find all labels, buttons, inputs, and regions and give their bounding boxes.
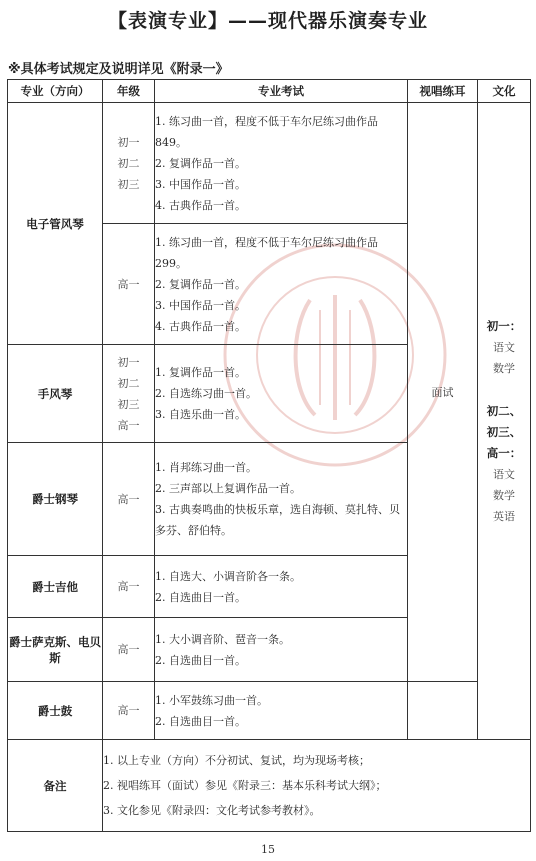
major-cell: 爵士鼓 [8, 682, 103, 740]
list-item: 3. 自选乐曲一首。 [155, 408, 246, 421]
list-item: 2. 三声部以上复调作品一首。 [155, 482, 301, 495]
requirement-cell [155, 345, 408, 443]
list-item: 4. 古典作品一首。 [155, 198, 246, 212]
major-cell: 手风琴 [8, 345, 103, 443]
table-header-row [8, 80, 531, 103]
grade-cell: 高一 [103, 682, 155, 740]
listening-cell: 面试 [408, 103, 478, 682]
list-item: 3. 中国作品一首。 [155, 298, 246, 312]
list-item: 1. 肖邦练习曲一首。 [155, 461, 257, 474]
list-item: 3. 中国作品一首。 [155, 177, 246, 191]
grade-cell: 初一 初二 初三 高一 [103, 345, 155, 443]
table-row [8, 103, 531, 224]
appendix-note: ※具体考试规定及说明详见《附录一》 [8, 62, 229, 77]
culture-cell: 初一： 语文 数学 初二、 初三、 高一： 语文 数学 英语 [478, 103, 531, 740]
major-cell: 爵士吉他 [8, 556, 103, 618]
list-item: 1. 大小调音阶、琶音一条。 [155, 632, 290, 646]
header-culture: 文化 [478, 80, 531, 103]
list-item: 1. 以上专业（方向）不分初试、复试，均为现场考核； [103, 754, 370, 767]
major-cell: 电子管风琴 [8, 103, 103, 345]
header-major: 专业（方向） [8, 80, 103, 103]
list-item: 2. 复调作品一首。 [155, 156, 246, 170]
requirement-cell [155, 443, 408, 556]
list-item: 1. 自选大、小调音阶各一条。 [155, 569, 301, 583]
requirement-cell [155, 682, 408, 740]
header-listening: 视唱练耳 [408, 80, 478, 103]
header-exam: 专业考试 [155, 80, 408, 103]
list-item: 3. 古典奏鸣曲的快板乐章，选自海顿、莫扎特、贝多芬、舒伯特。 [155, 503, 400, 537]
list-item: 2. 自选曲目一首。 [155, 714, 246, 728]
list-item: 1. 练习曲一首，程度不低于车尔尼练习曲作品 849。 [155, 114, 378, 149]
list-item: 2. 复调作品一首。 [155, 277, 246, 291]
page-number: 15 [261, 843, 275, 856]
grade-cell: 高一 [103, 224, 155, 345]
notes-cell [103, 740, 531, 832]
list-item: 1. 复调作品一首。 [155, 366, 246, 379]
table-row [8, 682, 531, 740]
list-item: 2. 自选曲目一首。 [155, 653, 246, 667]
requirement-cell [155, 618, 408, 682]
grade-cell: 高一 [103, 556, 155, 618]
exam-requirements-table [7, 79, 531, 832]
list-item: 1. 练习曲一首，程度不低于车尔尼练习曲作品 299。 [155, 235, 378, 270]
grade-cell: 初一 初二 初三 [103, 103, 155, 224]
list-item: 3. 文化参见《附录四：文化考试参考教材》。 [103, 804, 321, 817]
list-item: 2. 视唱练耳（面试）参见《附录三：基本乐科考试大纲》； [103, 779, 387, 792]
header-grade: 年级 [103, 80, 155, 103]
requirement-cell [155, 224, 408, 345]
list-item: 4. 古典作品一首。 [155, 319, 246, 333]
requirement-cell [155, 103, 408, 224]
notes-label: 备注 [8, 740, 103, 832]
requirement-cell [155, 556, 408, 618]
list-item: 2. 自选练习曲一首。 [155, 387, 257, 400]
notes-row [8, 740, 531, 832]
page-title: 【表演专业】——现代器乐演奏专业 [107, 10, 428, 32]
list-item: 2. 自选曲目一首。 [155, 590, 246, 604]
grade-cell: 高一 [103, 443, 155, 556]
major-cell: 爵士萨克斯、电贝斯 [8, 618, 103, 682]
major-cell: 爵士钢琴 [8, 443, 103, 556]
grade-cell: 高一 [103, 618, 155, 682]
listening-cell-empty [408, 682, 478, 740]
list-item: 1. 小军鼓练习曲一首。 [155, 693, 268, 707]
